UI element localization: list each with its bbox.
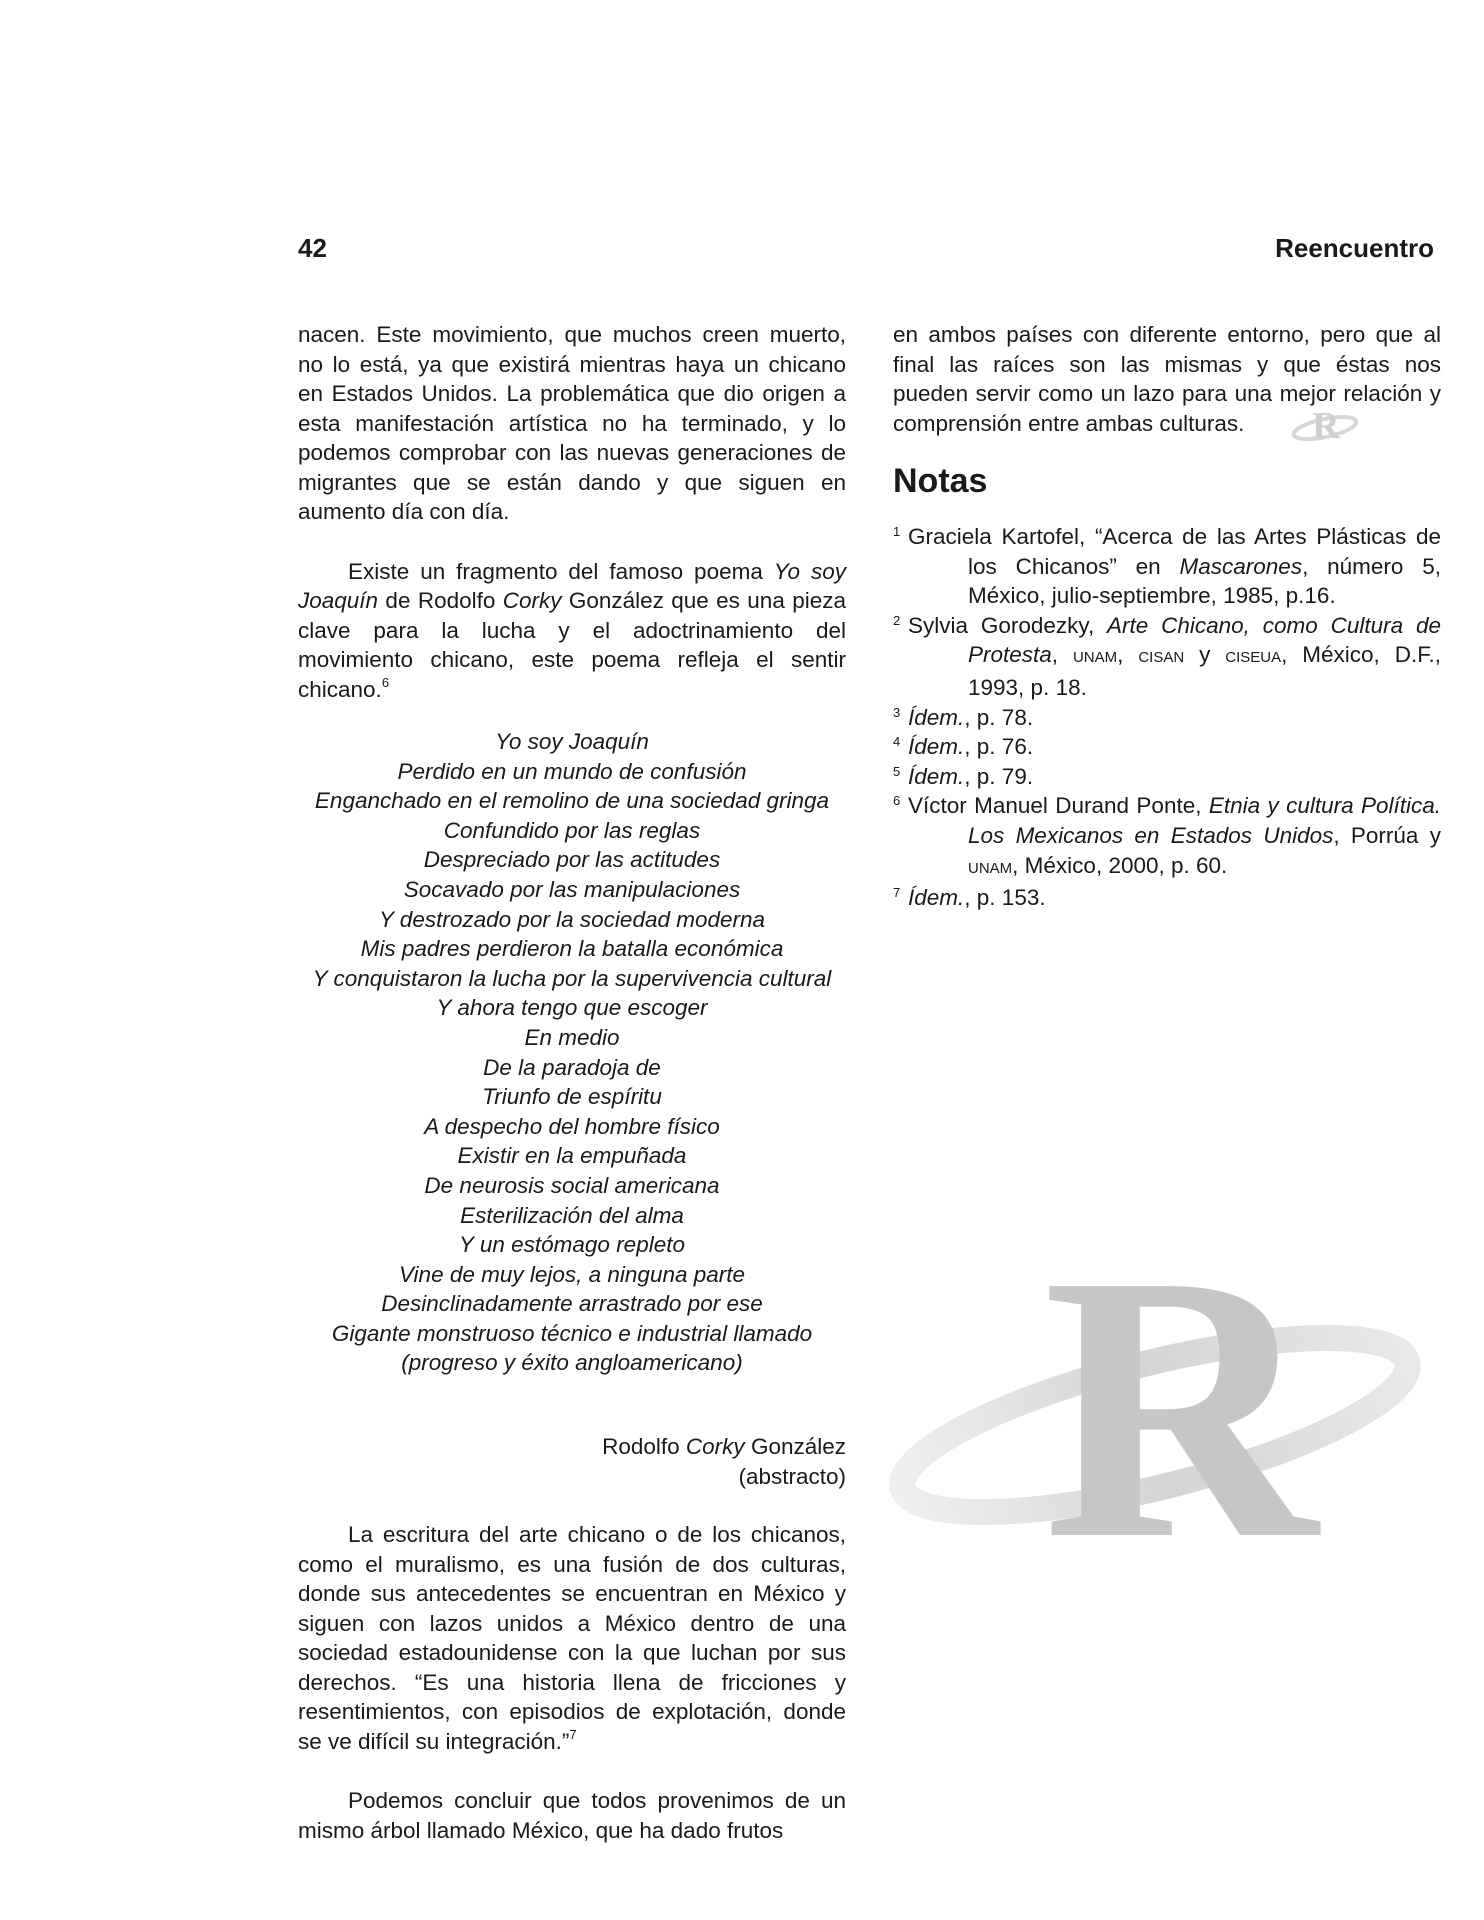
note-number: 7 <box>893 885 901 901</box>
note-text <box>908 705 1033 730</box>
note-number: 6 <box>893 793 901 809</box>
poem-line: Y un estómago repleto <box>459 1232 685 1258</box>
reencuentro-r-logo-icon <box>880 1180 1450 1560</box>
body-paragraph-3 <box>298 1520 846 1756</box>
note-item <box>893 703 1441 733</box>
text-span: , México, D.F., 1993, p. 18. <box>968 642 1441 700</box>
attribution-note: (abstracto) <box>738 1464 846 1489</box>
note-text <box>908 613 1441 700</box>
text-span: Existe un fragmento del famoso poema <box>348 558 774 584</box>
poem-title: Yo soy Joaquín <box>298 558 847 613</box>
text-italic: Ídem. <box>908 763 965 789</box>
note-item <box>893 883 1441 913</box>
poem-line: Y destrozado por la sociedad moderna <box>378 906 766 932</box>
text-italic: Etnia y cultura Política. Los Mexicanos en Estados Unidos <box>968 793 1441 848</box>
left-column <box>298 320 846 704</box>
footnote-ref: 6 <box>381 674 390 690</box>
note-item <box>893 611 1441 703</box>
small-caps: UNAM <box>968 859 1013 877</box>
text-span: Víctor Manuel Durand Ponte, <box>908 793 1209 819</box>
text-span: , Porrúa y <box>1333 822 1441 848</box>
note-number: 3 <box>893 704 901 720</box>
note-item <box>893 522 1441 611</box>
footnote-ref: 7 <box>569 1726 577 1742</box>
text-span: Graciela Kartofel, “Acerca de las Artes Plásticas de los Chicanos” en <box>908 524 1441 579</box>
poem-line: A despecho del hombre físico <box>424 1113 720 1139</box>
note-item <box>893 791 1441 883</box>
poem-line: De la paradoja de <box>483 1054 661 1080</box>
note-number: 1 <box>893 524 901 539</box>
notes-heading: Notas <box>893 462 988 500</box>
poem-line: Desinclinadamente arrastrado por ese <box>381 1291 763 1317</box>
text-span: , p. 78. <box>964 704 1034 730</box>
nickname: Corky <box>685 1434 745 1459</box>
poem-line: Triunfo de espíritu <box>482 1084 662 1110</box>
poem-line: De neurosis social americana <box>424 1172 720 1198</box>
note-item <box>893 762 1441 792</box>
body-paragraph-4: Podemos concluir que todos provenimos de un mismo árbol llamado México, que ha dado frutos <box>298 1788 846 1843</box>
body-paragraph-1: nacen. Este movimiento, que muchos creen muerto, no lo está, ya que existirá mientras haya un chicano en Estados Unidos. La problemática que dio origen a esta manifestación artística no ha terminado, y lo podemos comprobar con las nuevas generaciones de migrantes que se están dando y que siguen en aumento día con día. <box>298 322 846 524</box>
nickname: Corky <box>502 588 562 613</box>
poem-attribution <box>298 1432 846 1492</box>
note-number: 2 <box>893 612 901 628</box>
note-text <box>908 793 1441 877</box>
text-span: , <box>1051 642 1073 668</box>
poem-line: Socavado por las manipulaciones <box>403 876 741 902</box>
poem-line: Yo soy Joaquín <box>495 729 649 754</box>
mini-r-logo-icon <box>1290 402 1360 446</box>
logo-letter: R <box>1042 1197 1318 1560</box>
text-span: y <box>1184 642 1226 668</box>
page-number: 42 <box>298 233 327 263</box>
note-text <box>908 734 1033 759</box>
small-caps: CISEUA <box>1225 649 1282 667</box>
note-text <box>908 524 1441 608</box>
text-span: González <box>744 1434 846 1459</box>
note-text <box>908 764 1033 789</box>
poem-line: Gigante monstruoso técnico e industrial llamado <box>331 1320 813 1346</box>
text-span: , número 5, México, julio-septiembre, 1985, p.16. <box>968 553 1441 609</box>
small-caps: UNAM <box>1072 649 1118 667</box>
poem-line: Y conquistaron la lucha por la supervivencia cultural <box>312 965 832 991</box>
mini-logo-letter: R <box>1312 405 1340 446</box>
poem-line: Mis padres perdieron la batalla económica <box>360 936 784 962</box>
text-span: González que es una pieza clave para la lucha y el adoctrinamiento del movimiento chicano, este poema refleja el sentir chicano. <box>298 588 846 702</box>
text-span: La escritura del arte chicano o de los chicanos, como el muralismo, es una fusión de dos culturas, donde sus antecedentes se encuentran en México y siguen con lazos unidos a México dentro de una sociedad estadounidense con la que luchan por sus derechos. “Es una historia llena de fricciones y resentimientos, con episodios de explotación, donde se ve difícil su integración.” <box>298 1522 846 1754</box>
small-caps: CISAN <box>1138 649 1185 667</box>
body-paragraph-2 <box>298 557 846 705</box>
poem-excerpt <box>298 727 846 1378</box>
text-span: , México, 2000, p. 60. <box>1012 852 1228 878</box>
text-span: de Rodolfo <box>378 588 503 613</box>
poem-line: Perdido en un mundo de confusión <box>397 758 747 784</box>
text-span: , p. 79. <box>964 763 1034 789</box>
poem-line: Y ahora tengo que escoger <box>436 995 708 1021</box>
text-italic: Ídem. <box>908 885 965 911</box>
note-item <box>893 732 1441 762</box>
text-span: , <box>1117 642 1139 668</box>
text-italic: Ídem. <box>908 734 965 760</box>
note-number: 5 <box>893 763 901 779</box>
text-span: Sylvia Gorodezky, <box>908 612 1108 638</box>
poem-line: (progreso y éxito angloamericano) <box>401 1350 743 1376</box>
poem-line: Despreciado por las actitudes <box>423 847 721 873</box>
text-span: , p. 76. <box>964 734 1034 760</box>
poem-line: Esterilización del alma <box>460 1202 684 1228</box>
text-italic: Arte Chicano, como Cultura de Protesta <box>968 612 1441 668</box>
poem-line: Existir en la empuñada <box>457 1143 687 1169</box>
text-italic: Mascarones <box>1179 553 1303 579</box>
note-text <box>908 885 1046 910</box>
left-column-continued <box>298 1520 846 1845</box>
poem-line: Confundido por las reglas <box>443 817 701 843</box>
poem-line: Enganchado en el remolino de una sociedad gringa <box>314 788 830 814</box>
text-span: Rodolfo <box>602 1434 686 1459</box>
poem-line: Vine de muy lejos, a ninguna parte <box>398 1261 746 1287</box>
poem-line: En medio <box>524 1024 620 1050</box>
body-paragraph-continued: en ambos países con diferente entorno, pero que al final las raíces son las mismas y que éstas nos pueden servir como un lazo para una mejor relación y comprensión entre ambas culturas. <box>893 322 1441 436</box>
running-header-journal: Reencuentro <box>1275 233 1434 263</box>
note-number: 4 <box>893 734 901 750</box>
attribution-author <box>298 1432 846 1462</box>
text-italic: Ídem. <box>908 704 965 730</box>
notes-list <box>893 522 1441 913</box>
text-span: , p. 153. <box>964 885 1046 911</box>
